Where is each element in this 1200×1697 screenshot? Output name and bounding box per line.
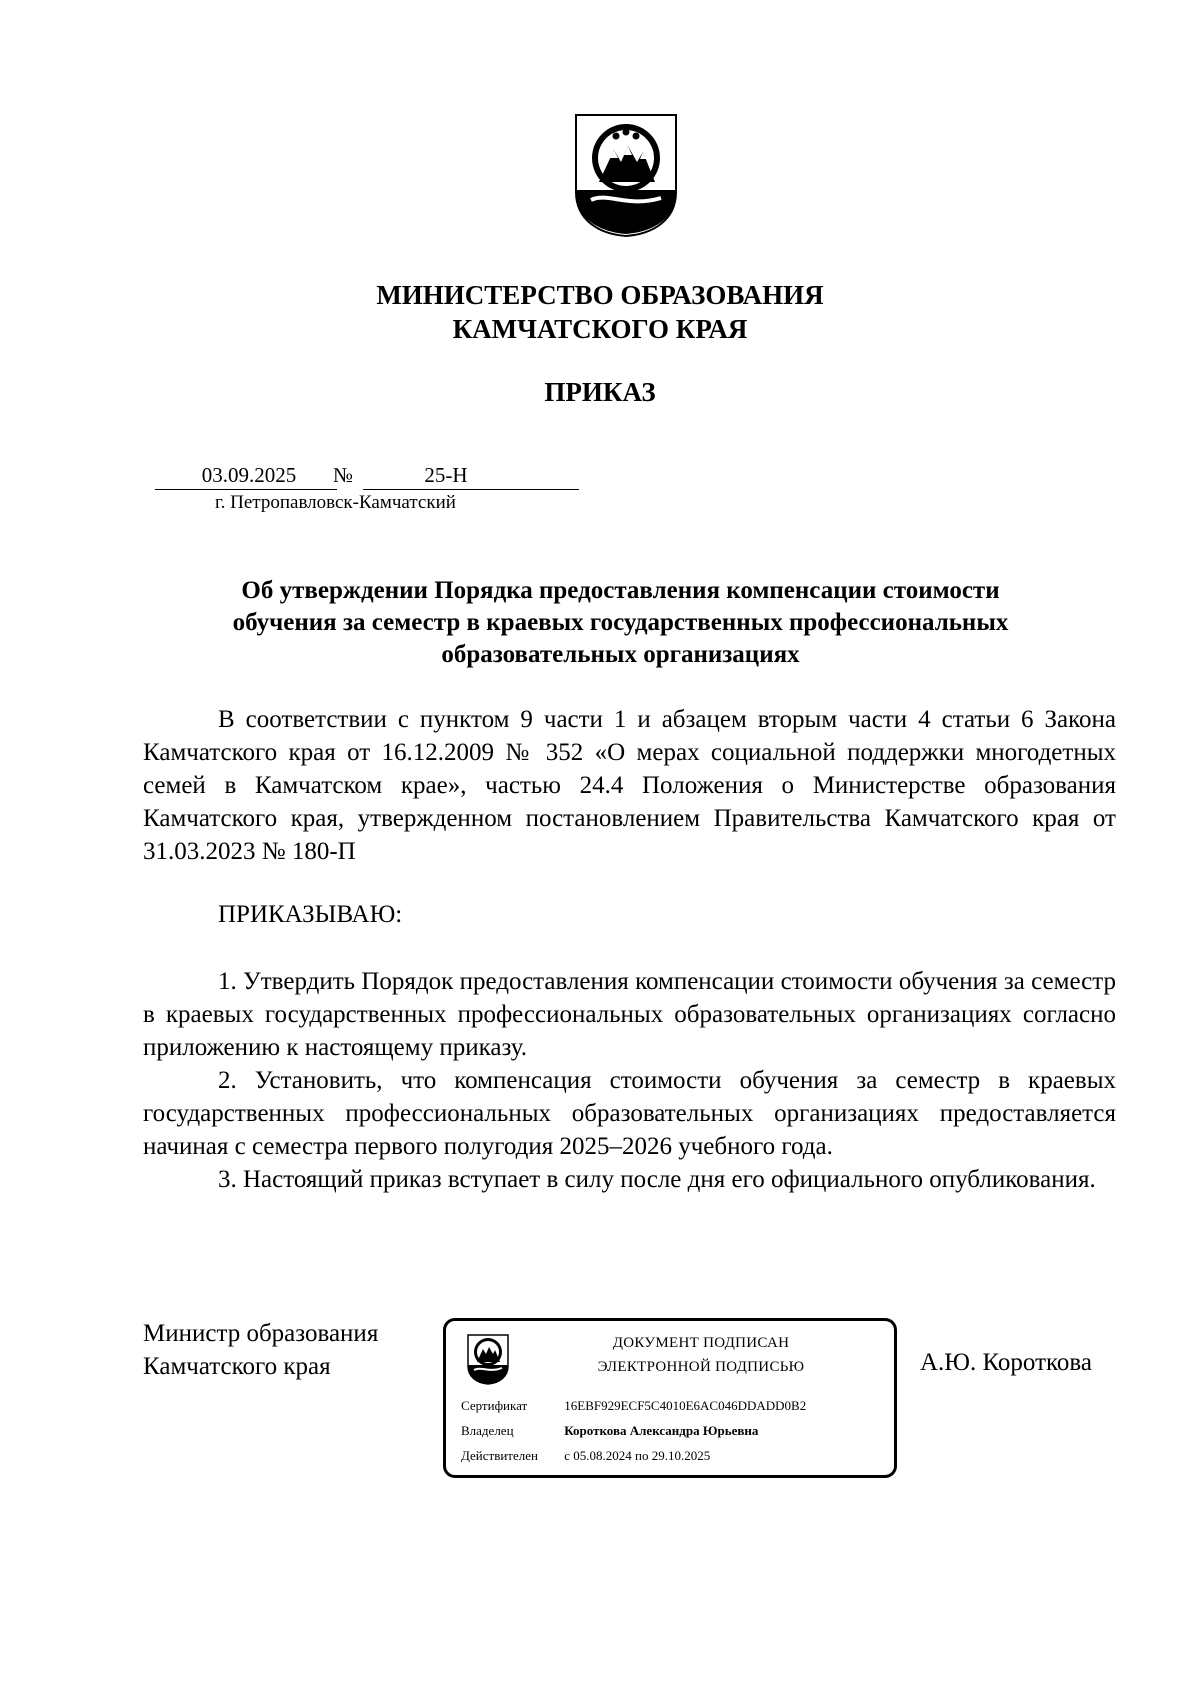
owner-value: Короткова Александра Юрьевна (564, 1423, 759, 1438)
validity-value: с 05.08.2024 по 29.10.2025 (564, 1448, 711, 1463)
validity-label: Действителен (461, 1448, 538, 1463)
subject-line-1: Об утверждении Порядка предоставления компенсации стоимости (241, 577, 1000, 604)
subject-line-3: образовательных организациях (441, 641, 800, 668)
electronic-signature-stamp (443, 1318, 897, 1478)
ministry-line-1: МИНИСТЕРСТВО ОБРАЗОВАНИЯ (376, 280, 824, 310)
signatory-position (143, 1317, 378, 1383)
order-item: 2. Установить, что компенсация стоимости обучения за семестр в краевых государственных профессиональных образовательных организациях предоставляется начиная с семестра первого полугодия 2025–2026 учебного года. (143, 1067, 1116, 1160)
order-date: 03.09.2025 (155, 461, 337, 490)
order-subject (143, 575, 1098, 671)
coat-of-arms-icon (573, 112, 679, 238)
signatory-name: А.Ю. Короткова (920, 1349, 1092, 1376)
order-number: 25-Н (363, 461, 579, 490)
preamble (143, 703, 1116, 868)
document-type: ПРИКАЗ (544, 377, 656, 407)
certificate-value: 16EBF929ECF5C4010E6AC046DDADD0B2 (564, 1398, 807, 1413)
stamp-title-line-1: ДОКУМЕНТ ПОДПИСАН (612, 1335, 790, 1351)
subject-line-2: обучения за семестр в краевых государственных профессиональных (232, 609, 1009, 636)
position-line-2: Камчатского края (143, 1353, 331, 1380)
stamp-owner-row (461, 1422, 758, 1440)
stamp-title (536, 1331, 866, 1379)
number-sign: № (333, 463, 354, 487)
ministry-line-2: КАМЧАТСКОГО КРАЯ (452, 314, 748, 344)
city: г. Петропавловск-Камчатский (215, 492, 456, 513)
preamble-text: В соответствии с пунктом 9 части 1 и абзацем вторым части 4 статьи 6 Закона Камчатского края от 16.12.2009 № 352 «О мерах социальной поддержки многодетных семей в Камчатском крае», частью 24.4 Положения о Министерстве образования Камчатского края, утвержденном постановлением Правительства Камчатского края от 31.03.2023 № 180-П (143, 706, 1116, 865)
order-items (143, 965, 1116, 1196)
ministry-name (0, 278, 1200, 346)
registration-line (155, 461, 580, 489)
certificate-label: Сертификат (461, 1398, 528, 1413)
position-line-1: Министр образования (143, 1320, 379, 1347)
stamp-certificate-row (461, 1397, 806, 1415)
owner-label: Владелец (461, 1423, 514, 1438)
stamp-coat-of-arms-icon (466, 1333, 510, 1385)
stamp-validity-row (461, 1447, 710, 1465)
order-word: ПРИКАЗЫВАЮ: (218, 901, 403, 928)
stamp-title-line-2: ЭЛЕКТРОННОЙ ПОДПИСЬЮ (597, 1359, 805, 1375)
order-item: 1. Утвердить Порядок предоставления компенсации стоимости обучения за семестр в краевых государственных профессиональных образовательных организациях согласно приложению к настоящему приказу. (143, 968, 1116, 1061)
order-item: 3. Настоящий приказ вступает в силу после дня его официального опубликования. (218, 1166, 1096, 1193)
